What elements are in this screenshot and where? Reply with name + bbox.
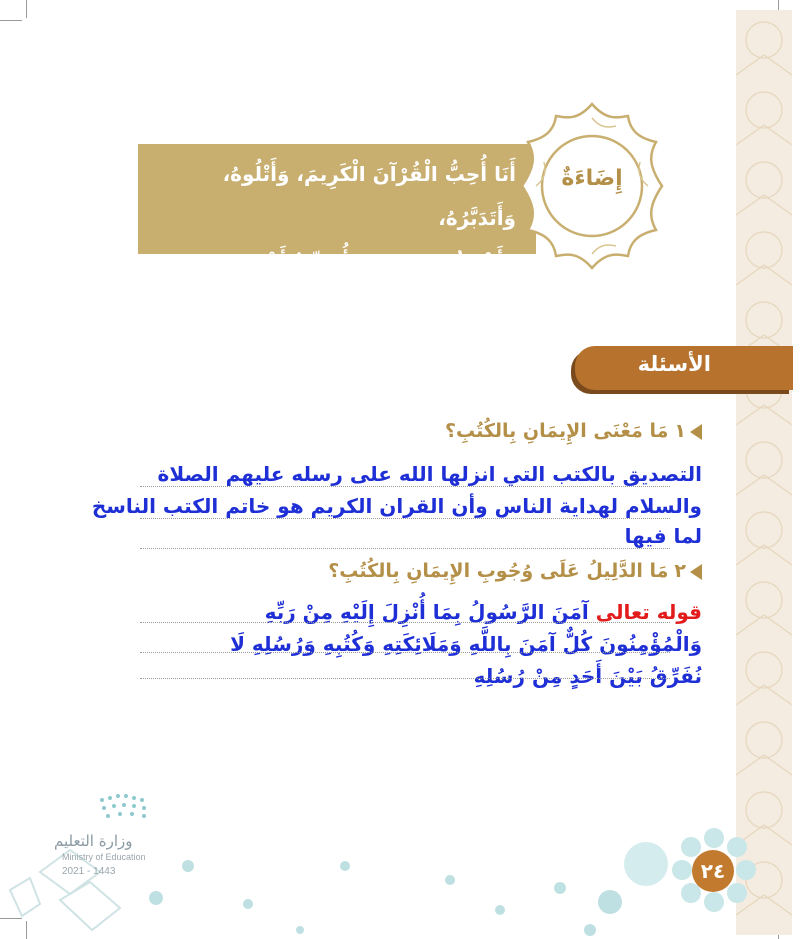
ministry-name-en: Ministry of Education xyxy=(62,852,146,862)
crop-mark xyxy=(26,0,27,18)
question-number: ٢ xyxy=(674,560,686,582)
ministry-year: 2021 - 1443 xyxy=(62,866,116,877)
illumination-banner xyxy=(138,144,536,274)
questions-heading: الأسئلة xyxy=(637,352,711,376)
illumination-line-1: أَنَا أُحِبُّ الْقُرْآنَ الْكَرِيمَ، وَأَتْلُوهُ، وَأَتَدَبَّرُهُ، xyxy=(222,162,516,230)
answer-rule xyxy=(140,622,670,623)
answer-rule xyxy=(140,652,670,653)
illumination-label: إِضَاءَةٌ xyxy=(561,166,623,191)
answer-2-line-1 xyxy=(265,600,702,624)
question-number: ١ xyxy=(674,420,686,442)
question-text: مَا مَعْنَى الإِيمَانِ بِالكُتُبِ؟ xyxy=(444,420,669,442)
answer-2-verse-1: آمَنَ الرَّسُولُ بِمَا أُنْزِلَ إِلَيْهِ مِنْ رَبِّهِ xyxy=(264,600,589,624)
answer-2-line-3: نُفَرِّقُ بَيْنَ أَحَدٍ مِنْ رُسُلِهِ xyxy=(473,664,702,688)
question-1 xyxy=(445,420,702,442)
answer-rule xyxy=(140,548,670,549)
crop-mark xyxy=(0,20,22,21)
answer-rule xyxy=(140,486,670,487)
question-text: مَا الدَّلِيلُ عَلَى وُجُوبِ الإِيمَانِ بِالكُتُبِ؟ xyxy=(328,560,669,582)
answer-1-line-3: لما فيها xyxy=(624,524,702,548)
illumination-line-2: وَأَعْمَلُ بِمَا فِيهِ، وَأُصَدِّقُ أَخْبَارَهُ. xyxy=(218,250,516,274)
answer-rule xyxy=(140,678,670,679)
page-number: ٢٤ xyxy=(692,850,734,892)
triangle-bullet-icon xyxy=(690,424,702,440)
questions-heading-tab xyxy=(575,346,793,390)
answer-rule xyxy=(140,518,670,519)
answer-prefix: قوله تعالى xyxy=(595,600,702,624)
illumination-text xyxy=(146,152,516,284)
triangle-bullet-icon xyxy=(690,564,702,580)
answer-1-line-2: والسلام لهداية الناس وأن القران الكريم هو خاتم الكتب الناسخ xyxy=(91,494,702,518)
ministry-name-ar: وزارة التعليم xyxy=(54,832,133,850)
question-2 xyxy=(328,560,702,582)
illumination-rosette xyxy=(516,98,668,274)
answer-2-line-2: وَالْمُؤْمِنُونَ كُلٌّ آمَنَ بِاللَّهِ وَمَلَائِكَتِهِ وَكُتُبِهِ وَرُسُلِهِ لَا xyxy=(230,632,702,656)
answer-1-line-1: التصديق بالكتب التي انزلها الله على رسله عليهم الصلاة xyxy=(157,462,702,486)
